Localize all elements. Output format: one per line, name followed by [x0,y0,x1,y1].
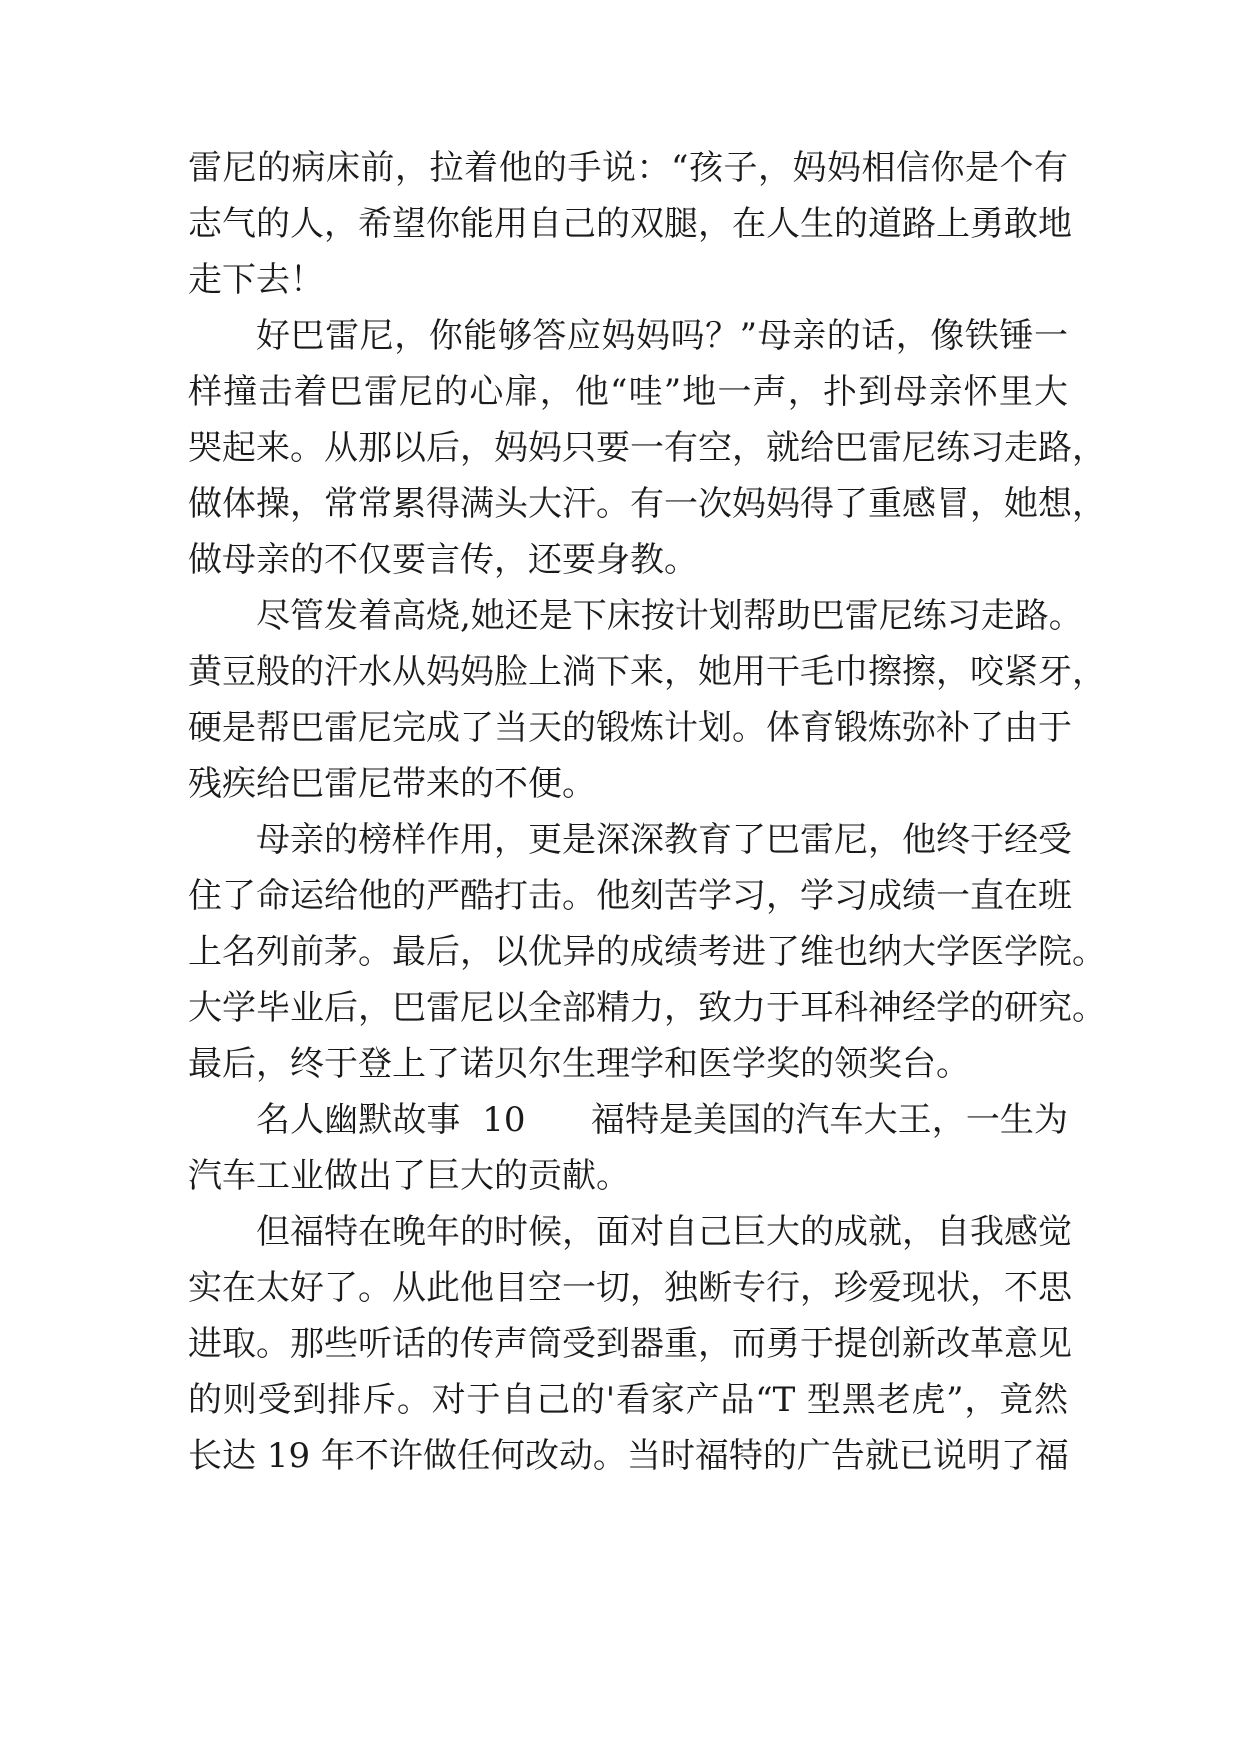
text-line: 大学毕业后，巴雷尼以全部精力，致力于耳科神经学的研究。 [188,988,1106,1028]
paragraph-first-line: 母亲的榜样作用，更是深深教育了巴雷尼，他终于经受 [256,820,1072,860]
text-line: 硬是帮巴雷尼完成了当天的锻炼计划。体育锻炼弥补了由于 [188,708,1072,748]
text-line: 住了命运给他的严酷打击。他刻苦学习，学习成绩一直在班 [188,876,1072,916]
text-line: 雷尼的病床前，拉着他的手说：“孩子，妈妈相信你是个有 [188,148,1068,188]
text-line: 做母亲的不仅要言传，还要身教。 [188,540,698,580]
paragraph-first-line: 但福特在晚年的时候，面对自己巨大的成就，自我感觉 [256,1212,1072,1252]
paragraph-first-line: 名人幽默故事 10 福特是美国的汽车大王，一生为 [256,1100,1068,1140]
paragraph-first-line: 好巴雷尼，你能够答应妈妈吗？”母亲的话，像铁锤一 [256,316,1068,356]
text-line: 最后，终于登上了诺贝尔生理学和医学奖的领奖台。 [188,1044,970,1084]
text-line: 黄豆般的汗水从妈妈脸上淌下来，她用干毛巾擦擦，咬紧牙， [188,652,1106,692]
text-line: 走下去！ [188,260,324,300]
text-line: 样撞击着巴雷尼的心扉，他“哇”地一声，扑到母亲怀里大 [188,372,1068,412]
text-line: 实在太好了。从此他目空一切，独断专行，珍爱现状，不思 [188,1268,1072,1308]
text-line: 志气的人，希望你能用自己的双腿，在人生的道路上勇敢地 [188,204,1072,244]
text-line: 进取。那些听话的传声筒受到器重，而勇于提创新改革意见 [188,1324,1072,1364]
text-line: 做体操，常常累得满头大汗。有一次妈妈得了重感冒，她想， [188,484,1106,524]
text-line: 上名列前茅。最后，以优异的成绩考进了维也纳大学医学院。 [188,932,1106,972]
text-line: 汽车工业做出了巨大的贡献。 [188,1156,630,1196]
text-line: 长达 19 年不许做任何改动。当时福特的广告就已说明了福 [188,1436,1069,1476]
text-line: 哭起来。从那以后，妈妈只要一有空，就给巴雷尼练习走路， [188,428,1106,468]
paragraph-first-line: 尽管发着高烧,她还是下床按计划帮助巴雷尼练习走路。 [256,596,1083,636]
text-line: 的则受到排斥。对于自己的'看家产品“T 型黑老虎”，竟然 [188,1380,1068,1420]
text-line: 残疾给巴雷尼带来的不便。 [188,764,596,804]
